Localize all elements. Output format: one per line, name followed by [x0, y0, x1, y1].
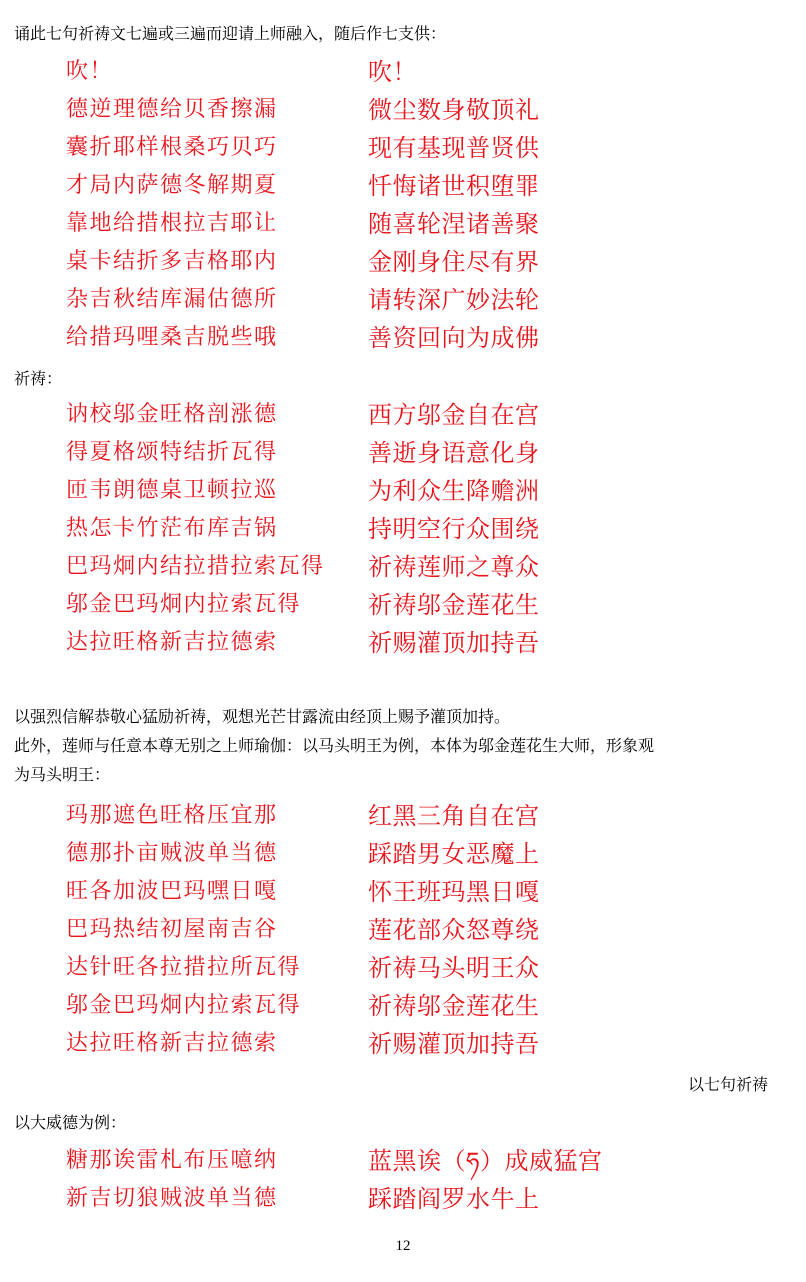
- verse-line: [0, 472, 806, 510]
- verse-meaning: 红黑三角自在宫: [368, 802, 540, 830]
- guru-yoga-paragraph-line: 此外，莲师与任意本尊无别之上师瑜伽：以马头明王为例，本体为邬金莲花生大师，形象观: [14, 736, 655, 755]
- verse-phonetic: 靠地给措根拉吉耶让: [66, 211, 278, 236]
- verse-meaning: 随喜轮涅诸善聚: [368, 210, 540, 238]
- verse-line: [0, 873, 806, 911]
- verse-line: [0, 624, 806, 662]
- verse-phonetic: 达拉旺格新吉拉德索: [66, 630, 278, 655]
- verse-phonetic: 德逆理德给贝香擦漏: [66, 97, 278, 122]
- verse-phonetic: 匝韦朗德桌卫顿拉巡: [66, 478, 278, 503]
- verse-meaning: 莲花部众怒尊绕: [368, 916, 540, 944]
- verse-meaning: 踩踏男女恶魔上: [368, 840, 540, 868]
- verse-line: [0, 167, 806, 205]
- verse-line: [0, 281, 806, 319]
- verse-phonetic: 囊折耶样根桑巧贝巧: [66, 135, 278, 160]
- verse-meaning: 祈赐灌顶加持吾: [368, 629, 540, 657]
- verse-phonetic: 吹！: [66, 59, 114, 84]
- verse-meaning: 蓝黑诶（ཧ）成威猛宫: [368, 1147, 603, 1175]
- verse-line: [0, 91, 806, 129]
- right-aligned-note: 以七句祈祷: [687, 1075, 768, 1094]
- verse-line: [0, 1025, 806, 1063]
- verse-line: [0, 949, 806, 987]
- verse-line: [0, 911, 806, 949]
- verse-meaning: 怀王班玛黑日嘎: [368, 878, 540, 906]
- verse-phonetic: 热怎卡竹茫布库吉锅: [66, 516, 278, 541]
- verse-line: [0, 987, 806, 1025]
- verse-line: [0, 53, 806, 91]
- verse-meaning: 金刚身住尽有界: [368, 248, 540, 276]
- guru-yoga-paragraph-line: 为马头明王：: [14, 765, 111, 784]
- verse-meaning: 请转深广妙法轮: [368, 286, 540, 314]
- verse-meaning: 忏悔诸世积堕罪: [368, 172, 540, 200]
- verse-line: [0, 243, 806, 281]
- verse-phonetic: 才局内萨德冬解期夏: [66, 173, 278, 198]
- verse-line: [0, 129, 806, 167]
- verse-phonetic: 玛那遮色旺格压宜那: [66, 803, 278, 828]
- verse-phonetic: 达拉旺格新吉拉德索: [66, 1031, 278, 1056]
- verse-meaning: 现有基现普贤供: [368, 134, 540, 162]
- verse-meaning: 善逝身语意化身: [368, 439, 540, 467]
- page-number: 12: [395, 1238, 411, 1254]
- verse-meaning: 为利众生降赡洲: [368, 477, 540, 505]
- verse-line: [0, 835, 806, 873]
- verse-line: [0, 548, 806, 586]
- verse-phonetic: 德那扑亩贼波单当德: [66, 841, 278, 866]
- verse-meaning: 善资回向为成佛: [368, 324, 540, 352]
- verse-meaning: 吹！: [368, 58, 417, 86]
- verse-line: [0, 586, 806, 624]
- verse-line: [0, 434, 806, 472]
- verse-line: [0, 510, 806, 548]
- verse-phonetic: 达针旺各拉措拉所瓦得: [66, 955, 302, 980]
- verse-phonetic: 新吉切狼贼波单当德: [66, 1186, 278, 1211]
- verse-phonetic: 得夏格颂特结折瓦得: [66, 440, 278, 465]
- verse-phonetic: 杂吉秋结库漏估德所: [66, 287, 278, 312]
- verse-phonetic: 邬金巴玛炯内拉索瓦得: [66, 592, 302, 617]
- blessing-paragraph: 以强烈信解恭敬心猛励祈祷，观想光芒甘露流由经顶上赐予灌顶加持。: [14, 707, 511, 726]
- verse-phonetic: 巴玛炯内结拉措拉索瓦得: [66, 554, 325, 579]
- verse-meaning: 祈祷马头明王众: [368, 954, 540, 982]
- intro-text: 诵此七句祈祷文七遍或三遍而迎请上师融入，随后作七支供：: [14, 24, 447, 43]
- verse-phonetic: 旺各加波巴玛嘿日嘎: [66, 879, 278, 904]
- verse-phonetic: 糖那诶雷札布压噫纳: [66, 1148, 278, 1173]
- verse-phonetic: 巴玛热结初屋南吉谷: [66, 917, 278, 942]
- verse-line: [0, 319, 806, 357]
- prayer-label: 祈祷：: [14, 369, 63, 388]
- verse-meaning: 祈祷邬金莲花生: [368, 992, 540, 1020]
- verse-line: [0, 797, 806, 835]
- verse-meaning: 祈赐灌顶加持吾: [368, 1030, 540, 1058]
- verse-phonetic: 讷校邬金旺格剖涨德: [66, 402, 278, 427]
- verse-line: [0, 396, 806, 434]
- verse-meaning: 微尘数身敬顶礼: [368, 96, 540, 124]
- verse-meaning: 西方邬金自在宫: [368, 401, 540, 429]
- verse-meaning: 祈祷邬金莲花生: [368, 591, 540, 619]
- yamantaka-intro: 以大威德为例：: [14, 1113, 127, 1132]
- verse-line: [0, 1142, 806, 1180]
- verse-meaning: 持明空行众围绕: [368, 515, 540, 543]
- verse-meaning: 祈祷莲师之尊众: [368, 553, 540, 581]
- verse-phonetic: 给措玛哩桑吉脱些哦: [66, 325, 278, 350]
- verse-phonetic: 桌卡结折多吉格耶内: [66, 249, 278, 274]
- verse-line: [0, 205, 806, 243]
- verse-phonetic: 邬金巴玛炯内拉索瓦得: [66, 993, 302, 1018]
- verse-meaning: 踩踏阎罗水牛上: [368, 1185, 540, 1213]
- verse-line: [0, 1180, 806, 1218]
